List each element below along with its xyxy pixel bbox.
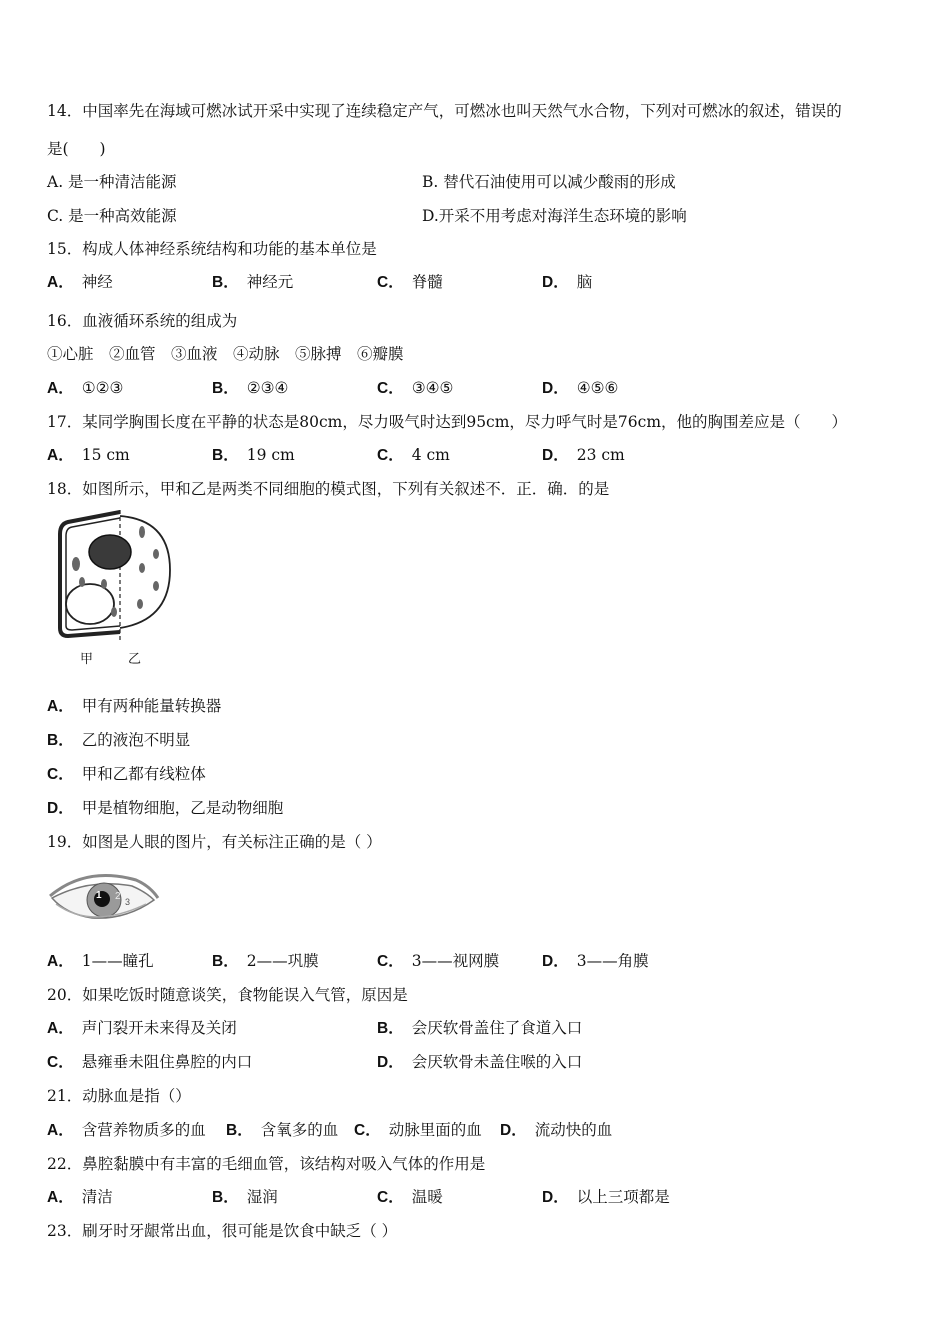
- eye-diagram-svg: [46, 864, 160, 930]
- option-text: 会厌软骨盖住了食道入口: [411, 1019, 583, 1037]
- option-text: ②③④: [246, 379, 289, 397]
- option-key: C．: [377, 274, 404, 291]
- q18-option-a: [47, 696, 221, 717]
- q14-stem-line2: 是( ): [47, 140, 106, 158]
- q17-option-d: [542, 445, 625, 466]
- q16-stem: 16．血液循环系统的组成为: [47, 312, 238, 330]
- option-text: 甲有两种能量转换器: [81, 697, 222, 715]
- q14-option-d: D.开采不用考虑对海洋生态环境的影响: [422, 207, 687, 225]
- eye-diagram: [46, 864, 160, 930]
- option-key: B．: [212, 274, 239, 291]
- q15-option-a: [47, 272, 113, 293]
- q19-option-b: [212, 951, 319, 972]
- option-text: 23 cm: [576, 446, 625, 464]
- option-key: D．: [542, 953, 569, 970]
- option-key: A．: [47, 1020, 74, 1037]
- q16-option-b: [212, 378, 288, 399]
- q16-items: ①心脏 ②血管 ③血液 ④动脉 ⑤脉搏 ⑥瓣膜: [47, 345, 404, 363]
- mitochondrion: [139, 526, 145, 538]
- cell-diagram-svg: [46, 508, 176, 670]
- option-key: D．: [500, 1122, 527, 1139]
- option-text: 3——视网膜: [411, 952, 500, 970]
- option-key: C．: [47, 766, 74, 783]
- q15-option-c: [377, 272, 443, 293]
- option-key: B．: [212, 1189, 239, 1206]
- q22-option-a: [47, 1187, 113, 1208]
- organelle: [101, 579, 107, 589]
- option-text: 声门裂开未来得及关闭: [81, 1019, 237, 1037]
- option-key: A．: [47, 447, 74, 464]
- option-text: 脑: [576, 273, 593, 291]
- q14-stem-line1: 14．中国率先在海域可燃冰试开采中实现了连续稳定产气，可燃冰也叫天然气水合物，下列对可燃冰的叙述，错误的: [47, 102, 842, 120]
- option-text: 3——角膜: [576, 952, 649, 970]
- option-key: C．: [377, 380, 404, 397]
- q14-option-c: C. 是一种高效能源: [47, 207, 177, 225]
- option-text: 清洁: [81, 1188, 113, 1206]
- q17-option-b: [212, 445, 295, 466]
- q19-stem: 19．如图是人眼的图片，有关标注正确的是（ ）: [47, 833, 382, 851]
- option-text: 含营养物质多的血: [81, 1121, 206, 1139]
- option-key: A．: [47, 1122, 74, 1139]
- option-text: 4 cm: [411, 446, 450, 464]
- option-key: D．: [542, 380, 569, 397]
- option-text: 会厌软骨未盖住喉的入口: [411, 1053, 583, 1071]
- option-text: 悬雍垂未阻住鼻腔的内口: [81, 1053, 253, 1071]
- chloroplast: [79, 577, 85, 587]
- q19-option-c: [377, 951, 499, 972]
- option-key: C．: [47, 1054, 74, 1071]
- option-key: B．: [212, 447, 239, 464]
- q20-option-d: [377, 1052, 582, 1073]
- option-text: 19 cm: [246, 446, 295, 464]
- fig-label-jia: 甲: [80, 652, 94, 667]
- nucleus: [89, 535, 131, 569]
- vacuole: [66, 584, 114, 624]
- q16-option-a: [47, 378, 123, 399]
- option-key: C．: [354, 1122, 381, 1139]
- q23-stem: 23．刷牙时牙龈常出血，很可能是饮食中缺乏（ ）: [47, 1222, 398, 1240]
- q22-stem: 22．鼻腔黏膜中有丰富的毛细血管，该结构对吸入气体的作用是: [47, 1155, 486, 1173]
- q20-option-b: [377, 1018, 582, 1039]
- option-key: D．: [542, 447, 569, 464]
- option-text: 甲是植物细胞，乙是动物细胞: [81, 799, 284, 817]
- option-text: 脊髓: [411, 273, 443, 291]
- option-key: A．: [47, 274, 74, 291]
- option-text: 神经元: [246, 273, 294, 291]
- option-text: 以上三项都是: [576, 1188, 670, 1206]
- mitochondrion: [137, 599, 143, 609]
- q19-option-d: [542, 951, 649, 972]
- q20-option-c: [47, 1052, 252, 1073]
- q20-stem: 20．如果吃饭时随意谈笑，食物能误入气管，原因是: [47, 986, 408, 1004]
- q21-stem: 21．动脉血是指（）: [47, 1087, 191, 1105]
- option-key: B．: [47, 732, 74, 749]
- q17-option-c: [377, 445, 450, 466]
- option-key: B．: [212, 380, 239, 397]
- option-text: 2——巩膜: [246, 952, 319, 970]
- eye-label-3: 3: [125, 897, 131, 907]
- q22-option-d: [542, 1187, 670, 1208]
- option-text: 温暖: [411, 1188, 443, 1206]
- cell-membrane-right: [120, 516, 170, 628]
- q14-option-a: A. 是一种清洁能源: [47, 173, 177, 191]
- option-text: 动脉里面的血: [388, 1121, 482, 1139]
- option-key: D．: [377, 1054, 404, 1071]
- option-text: ①②③: [81, 379, 124, 397]
- q16-option-c: [377, 378, 453, 399]
- q15-option-b: [212, 272, 293, 293]
- option-text: 甲和乙都有线粒体: [81, 765, 206, 783]
- option-text: 乙的液泡不明显: [81, 731, 191, 749]
- q18-option-b: [47, 730, 190, 751]
- mitochondrion: [153, 549, 159, 559]
- q18-option-c: [47, 764, 206, 785]
- q18-option-d: [47, 798, 283, 819]
- option-key: B．: [377, 1020, 404, 1037]
- fig-label-yi: 乙: [128, 652, 142, 667]
- q20-option-a: [47, 1018, 237, 1039]
- option-text: ④⑤⑥: [576, 379, 619, 397]
- option-key: B．: [212, 953, 239, 970]
- q22-option-c: [377, 1187, 443, 1208]
- option-text: 湿润: [246, 1188, 278, 1206]
- organelle: [111, 607, 117, 617]
- option-key: A．: [47, 953, 74, 970]
- cell-diagram: [46, 508, 176, 670]
- chloroplast: [72, 557, 80, 571]
- option-key: A．: [47, 698, 74, 715]
- q17-stem: 17．某同学胸围长度在平静的状态是80cm，尽力吸气时达到95cm，尽力呼气时是76cm，他的胸围差应是（ ）: [47, 413, 848, 431]
- q15-option-d: [542, 272, 592, 293]
- option-text: ③④⑤: [411, 379, 454, 397]
- mitochondrion: [139, 563, 145, 573]
- option-text: 15 cm: [81, 446, 130, 464]
- option-key: A．: [47, 380, 74, 397]
- q21-option-b: [226, 1120, 338, 1141]
- option-key: B．: [226, 1122, 253, 1139]
- option-text: 1——瞳孔: [81, 952, 154, 970]
- q17-option-a: [47, 445, 130, 466]
- q16-option-d: [542, 378, 618, 399]
- option-text: 流动快的血: [534, 1121, 613, 1139]
- option-key: C．: [377, 953, 404, 970]
- q21-option-c: [354, 1120, 482, 1141]
- q22-option-b: [212, 1187, 278, 1208]
- eye-label-1: 1: [96, 890, 102, 901]
- option-key: C．: [377, 447, 404, 464]
- option-key: A．: [47, 1189, 74, 1206]
- option-text: 神经: [81, 273, 113, 291]
- eye-label-2: 2: [115, 891, 121, 902]
- q15-stem: 15．构成人体神经系统结构和功能的基本单位是: [47, 240, 377, 258]
- option-key: D．: [542, 274, 569, 291]
- q18-stem: 18．如图所示，甲和乙是两类不同细胞的模式图，下列有关叙述不．正．确．的是: [47, 480, 610, 498]
- q14-option-b: B. 替代石油使用可以减少酸雨的形成: [422, 173, 676, 191]
- q21-option-d: [500, 1120, 612, 1141]
- q19-option-a: [47, 951, 154, 972]
- option-key: D．: [542, 1189, 569, 1206]
- mitochondrion: [153, 581, 159, 591]
- q21-option-a: [47, 1120, 206, 1141]
- option-text: 含氧多的血: [260, 1121, 339, 1139]
- option-key: D．: [47, 800, 74, 817]
- option-key: C．: [377, 1189, 404, 1206]
